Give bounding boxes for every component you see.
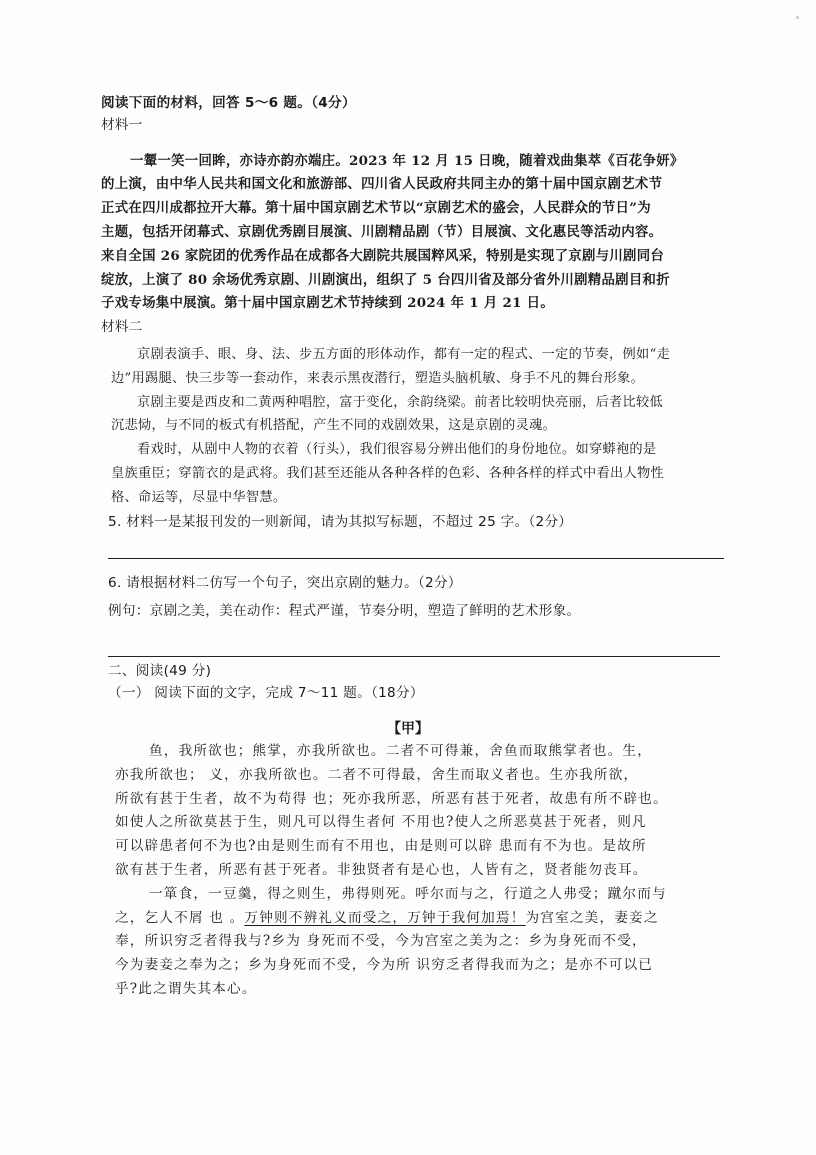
passage-line: 欲有甚于生者，所恶有甚于死者。非独贤者有是心也，人皆有之，贤者能勿丧耳。: [115, 862, 648, 878]
passage-line: [115, 908, 659, 928]
passage-line: 今为妻妾之奉为之；乡为身死而不受，今为所 识穷乏者得我而为之；是亦不可以已: [115, 957, 654, 973]
material2-title: 材料二: [101, 319, 143, 335]
material1-line: 绽放，上演了 80 余场优秀京剧、川剧演出，组织了 5 台四川省及部分省外川剧精品剧目和折: [101, 272, 670, 288]
material2-line: 京剧主要是西皮和二黄两种唱腔，富于变化，余韵绕梁。前者比较明快亮丽，后者比较低: [137, 395, 664, 410]
material1-title: 材料一: [101, 117, 143, 133]
question-6-example: 例句：京剧之美，美在动作：程式严谨，节奏分明，塑造了鲜明的艺术形象。: [108, 603, 581, 619]
passage-label: 【甲】: [387, 721, 429, 737]
material2-line: 看戏时，从剧中人物的衣着（行头），我们很容易分辨出他们的身份地位。如穿蟒袍的是: [137, 442, 657, 457]
passage-line: 如使人之所欲莫甚于生，则凡可以得生者何 不用也?使人之所恶莫甚于死者，则凡: [115, 814, 647, 830]
material2-line: 沉悲恸，与不同的板式有机搭配，产生不同的戏剧效果，这是京剧的灵魂。: [111, 418, 557, 433]
material2-line: 格、命运等，尽显中华智慧。: [111, 490, 287, 505]
passage-line: 奉，所识穷乏者得我与?乡为 身死而不受，今为宫室之美为之：乡为身死而不受，: [115, 933, 647, 949]
material2-line: 京剧表演手、眼、身、法、步五方面的形体动作，都有一定的程式、一定的节奏，例如“走: [137, 347, 671, 362]
material1-line: 主题，包括开闭幕式、京剧优秀剧目展演、川剧精品剧（节）目展演、文化惠民等活动内容。: [101, 224, 663, 240]
section2-title: 二、阅读(49 分): [108, 663, 212, 679]
passage-line: 所欲有甚于生者，故不为苟得 也；死亦我所恶，所恶有甚于死者，故患有所不辟也。: [115, 791, 668, 807]
passage-line: 鱼，我所欲也；熊掌，亦我所欲也。二者不可得兼，舍鱼而取熊掌者也。生，: [149, 743, 652, 759]
material2-line: 边”用踢腿、快三步等一套动作，来表示黑夜潜行，塑造头脑机敏、身手不凡的舞台形象。: [111, 371, 645, 386]
section2-subtitle: （一） 阅读下面的文字，完成 7～11 题。（18分）: [108, 685, 424, 701]
material2-line: 皇族重臣；穿箭衣的是武将。我们甚至还能从各种各样的色彩、各种各样的样式中看出人物性: [111, 466, 664, 481]
passage-line: 一箪食，一豆羹，得之则生，弗得则死。呼尔而与之，行道之人弗受；蹴尔而与: [149, 886, 667, 902]
question-6: 6. 请根据材料二仿写一个句子，突出京剧的魅力。（2分）: [108, 575, 462, 591]
answer-line-q6[interactable]: [108, 656, 720, 657]
passage-line: 乎?此之谓失其本心。: [115, 981, 257, 997]
passage-segment: 为宫室之美，妻妾之: [525, 910, 659, 926]
material1-line: 子戏专场集中展演。第十届中国京剧艺术节持续到 2024 年 1 月 21 日。: [101, 295, 555, 311]
scan-speck: [796, 16, 799, 19]
question-5: 5. 材料一是某报刊发的一则新闻，请为其拟写标题，不超过 25 字。（2分）: [108, 514, 573, 530]
passage-segment: 之，乞人不屑 也 。: [115, 910, 245, 926]
underlined-sentence: 万钟则不辨礼义而受之，万钟于我何加焉！: [244, 910, 526, 926]
passage-line: 亦我所欲也； 义，亦我所欲也。二者不可得最，舍生而取义者也。生亦我所欲，: [115, 767, 639, 783]
reading-instruction: 阅读下面的材料，回答 5～6 题。（4分）: [101, 95, 356, 111]
passage-line: 可以辟患者何不为也?由是则生而有不用也，由是则可以辟 患而有不为也。是故所: [115, 838, 647, 854]
material1-line: 正式在四川成都拉开大幕。第十届中国京剧艺术节以“京剧艺术的盛会，人民群众的节日”为: [101, 200, 651, 216]
material1-line: 一颦一笑一回眸，亦诗亦韵亦端庄。2023 年 12 月 15 日晚，随着戏曲集萃《百花争妍》: [130, 153, 684, 169]
answer-line-q5[interactable]: [108, 558, 724, 559]
material1-line: 的上演，由中华人民共和国文化和旅游部、四川省人民政府共同主办的第十届中国京剧艺术节: [101, 176, 663, 192]
material1-line: 来自全国 26 家院团的优秀作品在成都各大剧院共展国粹风采，特别是实现了京剧与川剧同台: [101, 248, 665, 264]
